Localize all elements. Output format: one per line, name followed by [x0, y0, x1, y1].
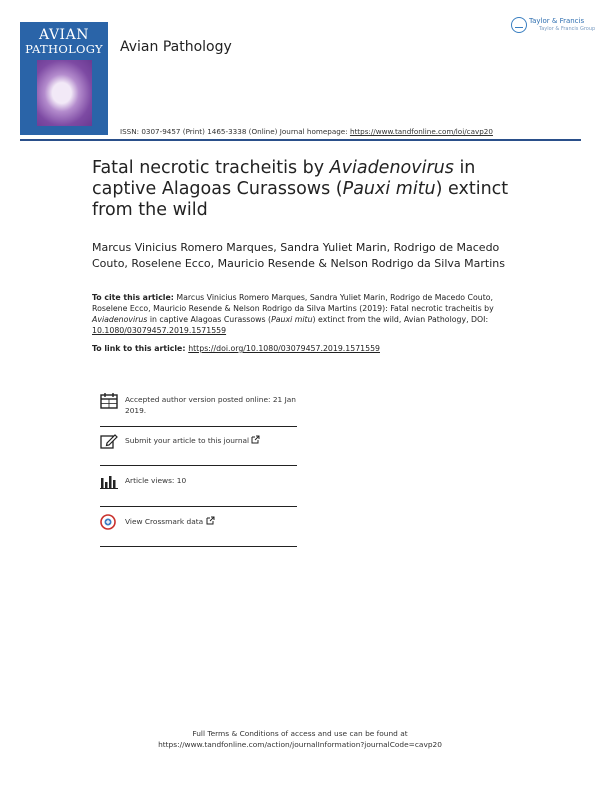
divider	[100, 465, 297, 466]
title-italic-species: Pauxi mitu	[342, 179, 436, 199]
submit-text-wrap	[125, 435, 297, 447]
publisher-logo-icon	[511, 17, 527, 33]
citation-italic: Aviadenovirus	[92, 315, 148, 324]
issn-text: ISSN: 0307-9457 (Print) 1465-3338 (Online) Journal homepage:	[120, 127, 350, 136]
citation-italic: Pauxi mitu	[271, 315, 313, 324]
citation-text: Marcus Vinicius Romero Marques, Sandra Yuliet Marin, Rodrigo de Macedo Couto, Roselene Ecco, Mauricio Resende & Nelson Rodrigo da Silva Martins (2019): Fatal necrotic tracheitis by	[92, 293, 494, 313]
external-link-icon	[251, 435, 260, 444]
journal-name: Avian Pathology	[120, 39, 232, 55]
external-link-icon	[206, 516, 215, 525]
title-text: ) extinct from the wild	[92, 179, 509, 220]
article-views-text: Article views: 10	[125, 476, 187, 485]
crossmark-icon	[100, 514, 118, 530]
crossmark-text-wrap	[125, 516, 297, 528]
accepted-row	[100, 393, 297, 421]
publisher-name: Taylor & Francis	[529, 17, 585, 25]
title-text: Fatal necrotic tracheitis by	[92, 158, 330, 178]
article-title	[92, 158, 522, 221]
submit-article-link[interactable]: Submit your article to this journal	[125, 436, 250, 445]
journal-cover-image	[20, 22, 108, 135]
calendar-icon	[100, 393, 118, 409]
publisher-logo[interactable]	[511, 17, 596, 35]
citation-block	[92, 292, 502, 336]
divider	[100, 546, 297, 547]
citation-label: To cite this article:	[92, 293, 174, 302]
accepted-date-text: Accepted author version posted online: 21 Jan 2019.	[125, 395, 296, 415]
views-row	[100, 474, 297, 494]
submit-row[interactable]	[100, 433, 297, 453]
article-doi-link[interactable]: https://doi.org/10.1080/03079457.2019.1571559	[188, 344, 380, 353]
cover-title-line2: PATHOLOGY	[25, 42, 103, 56]
crossmark-link[interactable]: View Crossmark data	[125, 517, 204, 526]
footer-line1: Full Terms & Conditions of access and use can be found at	[192, 729, 408, 738]
article-authors: Marcus Vinicius Romero Marques, Sandra Yuliet Marin, Rodrigo de Macedo Couto, Roselene Ecco, Mauricio Resende & Nelson Rodrigo da Silva Martins	[92, 241, 505, 270]
article-link-label: To link to this article:	[92, 344, 189, 353]
crossmark-row[interactable]	[100, 514, 297, 534]
bar-chart-icon	[100, 474, 118, 490]
title-italic-genus: Aviadenovirus	[329, 158, 454, 178]
divider	[100, 426, 297, 427]
edit-icon	[100, 433, 118, 449]
publisher-tagline: Taylor & Francis Group	[539, 26, 596, 32]
title-text: in captive Alagoas Curassows (	[92, 158, 476, 199]
citation-text: in captive Alagoas Curassows (	[147, 315, 272, 324]
footer-terms-link[interactable]: https://www.tandfonline.com/action/journalInformation?journalCode=cavp20	[158, 740, 442, 749]
article-link-line	[92, 344, 512, 353]
footer	[0, 728, 600, 750]
header-divider	[20, 139, 581, 141]
cover-micrograph	[37, 60, 92, 126]
citation-text: ) extinct from the wild, Avian Pathology, DOI:	[312, 315, 489, 324]
journal-homepage-link[interactable]: https://www.tandfonline.com/loi/cavp20	[349, 127, 493, 136]
cover-title-line1: AVIAN	[39, 27, 89, 43]
issn-homepage-line	[120, 127, 493, 136]
divider	[100, 506, 297, 507]
citation-doi[interactable]: 10.1080/03079457.2019.1571559	[92, 326, 227, 335]
